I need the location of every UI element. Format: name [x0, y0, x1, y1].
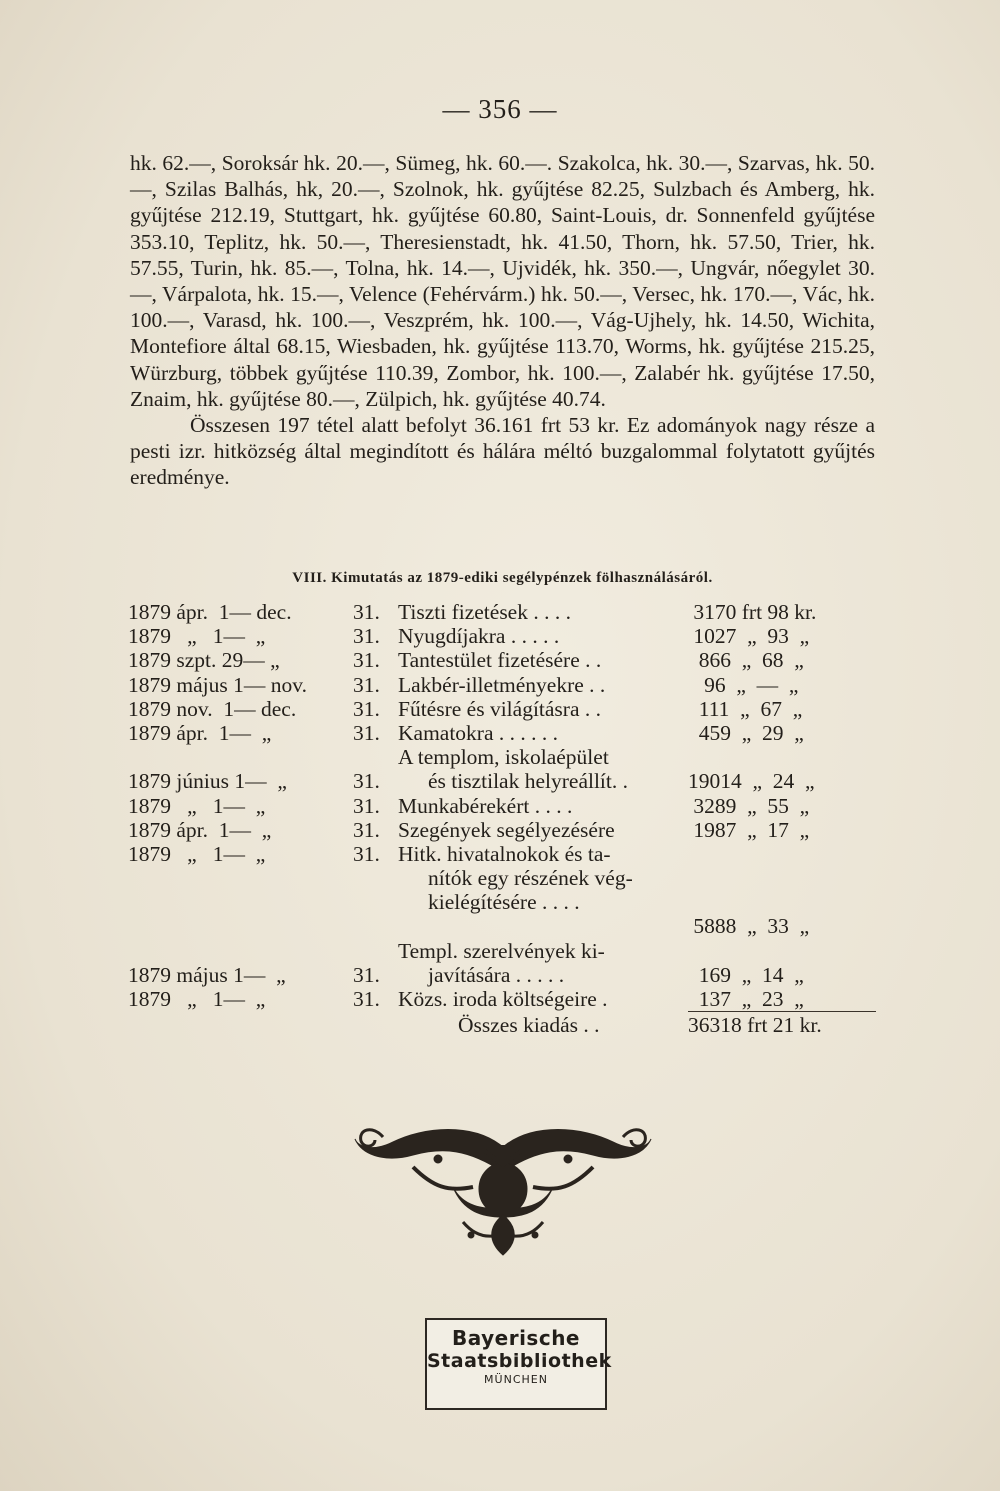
row-end-day: 31. [353, 624, 380, 649]
row-amount: 459 „ 29 „ [688, 720, 804, 745]
row-description [398, 721, 670, 745]
row-description [398, 939, 670, 987]
table-row [128, 648, 876, 672]
row-date-range: 1879 május 1— nov. [128, 672, 307, 697]
paragraph-donations: hk. 62.—, Soroksár hk. 20.—, Sümeg, hk. 60.—. Szakolca, hk. 30.—, Szarvas, hk. 50.—, Szilas Balhás, hk, 20.—, Szolnok, hk. gyűjtése 82.25, Sulzbach és Amberg, hk. gyűjtése 212.19, Stuttgart, hk. gyűjtése 60.80, Saint-Louis, dr. Sonnenfeld gyűjtése 353.10, Teplitz, hk. 50.—, Theresienstadt, hk. 41.50, Thorn, hk. 57.50, Trier, hk. 57.55, Turin, hk. 85.—, Tolna, hk. 14.—, Ujvidék, hk. 350.—, Ungvár, nőegylet 30.—, Várpalota, hk. 15.—, Velence (Fehérvárm.) hk. 50.—, Versec, hk. 170.—, Vác, hk. 100.—, Varasd, hk. 100.—, Veszprém, hk. 100.—, Vág-Ujhely, hk. 14.50, Wichita, Montefiore által 68.15, Wiesbaden, hk. gyűjtése 113.70, Worms, hk. gyűjtése 215.25, Würzburg, többek gyűjtése 110.39, Zombor, hk. 100.—, Zalabér hk. gyűjtése 17.50, Znaim, hk. gyűjtése 80.—, Zülpich, hk. gyűjtése 40.74. [130, 151, 875, 411]
row-amount: 3289 „ 55 „ [688, 793, 810, 818]
row-end-day: 31. [353, 696, 380, 721]
row-amount: 5888 „ 33 „ [688, 914, 810, 939]
row-description [398, 673, 670, 697]
total-rule [688, 1011, 876, 1012]
table-row [128, 673, 876, 697]
decorative-ornament-icon [353, 1117, 653, 1257]
row-date-range: 1879 „ 1— „ [128, 793, 266, 818]
table-row [128, 624, 876, 648]
table-row [128, 697, 876, 721]
row-description [398, 600, 670, 624]
body-text [130, 150, 875, 491]
row-amount: 111 „ 67 „ [688, 696, 803, 721]
description-line: Szegények segélyezésére [398, 817, 615, 842]
row-end-day: 31. [353, 672, 380, 697]
row-end-day: 31. [353, 987, 380, 1012]
row-description [398, 624, 670, 648]
row-amount: 1987 „ 17 „ [688, 817, 810, 842]
row-date-range: 1879 „ 1— „ [128, 624, 266, 649]
row-amount: 137 „ 23 „ [688, 987, 804, 1012]
description-line: Lakbér-illetményekre . . [398, 672, 606, 697]
description-line: Hitk. hivatalnokok és ta- [398, 841, 611, 866]
row-end-day: 31. [353, 600, 380, 624]
total-row [128, 1011, 876, 1039]
description-line: Kamatokra . . . . . . [398, 720, 559, 745]
row-amount: 3170 frt 98 kr. [688, 600, 817, 624]
row-description [398, 648, 670, 672]
row-end-day: 31. [353, 793, 380, 818]
row-end-day: 31. [353, 962, 380, 987]
table-row [128, 842, 876, 939]
row-date-range: 1879 szpt. 29— „ [128, 648, 280, 673]
row-amount: 19014 „ 24 „ [688, 769, 815, 794]
total-label: Összes kiadás . . [458, 1013, 600, 1038]
row-description [398, 987, 670, 1011]
row-date-range: 1879 „ 1— „ [128, 987, 266, 1012]
table-row [128, 794, 876, 818]
row-description [398, 842, 670, 915]
table-row [128, 721, 876, 745]
description-line: nítók egy részének vég- [428, 866, 633, 891]
description-line: Tiszti fizetések . . . . [398, 600, 571, 624]
row-date-range: 1879 nov. 1— dec. [128, 696, 297, 721]
description-line: kielégítésére . . . . [428, 890, 580, 915]
table-row [128, 987, 876, 1011]
description-line: A templom, iskolaépület [398, 745, 609, 770]
table-row [128, 600, 876, 624]
table-row [128, 939, 876, 987]
row-end-day: 31. [353, 720, 380, 745]
table-row [128, 818, 876, 842]
row-date-range: 1879 ápr. 1— „ [128, 720, 272, 745]
row-end-day: 31. [353, 769, 380, 794]
row-date-range: 1879 ápr. 1— „ [128, 817, 272, 842]
paragraph-summary: Összesen 197 tétel alatt befolyt 36.161 frt 53 kr. Ez adományok nagy része a pesti izr. hitközség által megindított és hálára méltó buzgalommal folytatott gyűjtés eredménye. [130, 413, 875, 490]
description-line: Munkabérekért . . . . [398, 793, 573, 818]
row-description [398, 794, 670, 818]
total-amount: 36318 frt 21 kr. [688, 1013, 822, 1038]
row-date-range: 1879 május 1— „ [128, 962, 286, 987]
library-stamp [425, 1318, 612, 1410]
row-amount: 1027 „ 93 „ [688, 624, 810, 649]
stamp-line-2: Staatsbibliothek [427, 1350, 612, 1372]
row-date-range: 1879 ápr. 1— dec. [128, 600, 292, 624]
row-date-range: 1879 „ 1— „ [128, 841, 266, 866]
table-row [128, 745, 876, 793]
row-date-range: 1879 június 1— „ [128, 769, 287, 794]
row-description [398, 745, 670, 793]
description-line: Templ. szerelvények ki- [398, 938, 605, 963]
row-description [398, 818, 670, 842]
description-line: Fűtésre és világításra . . [398, 696, 602, 721]
description-line: javítására . . . . . [428, 962, 565, 987]
description-line: Nyugdíjakra . . . . . [398, 624, 560, 649]
row-amount: 96 „ — „ [688, 672, 799, 697]
expense-table [128, 600, 876, 1039]
row-end-day: 31. [353, 648, 380, 673]
stamp-line-1: Bayerische [451, 1326, 580, 1350]
description-line: Tantestület fizetésére . . [398, 648, 602, 673]
row-end-day: 31. [353, 817, 380, 842]
row-amount: 866 „ 68 „ [688, 648, 804, 673]
description-line: és tisztilak helyreállít. . [428, 769, 629, 794]
row-description [398, 697, 670, 721]
row-end-day: 31. [353, 841, 380, 866]
stamp-line-3: MÜNCHEN [484, 1373, 548, 1386]
description-line: Közs. iroda költségeire . [398, 987, 608, 1012]
section-title: VIII. Kimutatás az 1879-ediki segélypénzek fölhasználásáról. [292, 570, 713, 586]
row-amount: 169 „ 14 „ [688, 962, 804, 987]
page-number: — 356 — [442, 94, 558, 124]
